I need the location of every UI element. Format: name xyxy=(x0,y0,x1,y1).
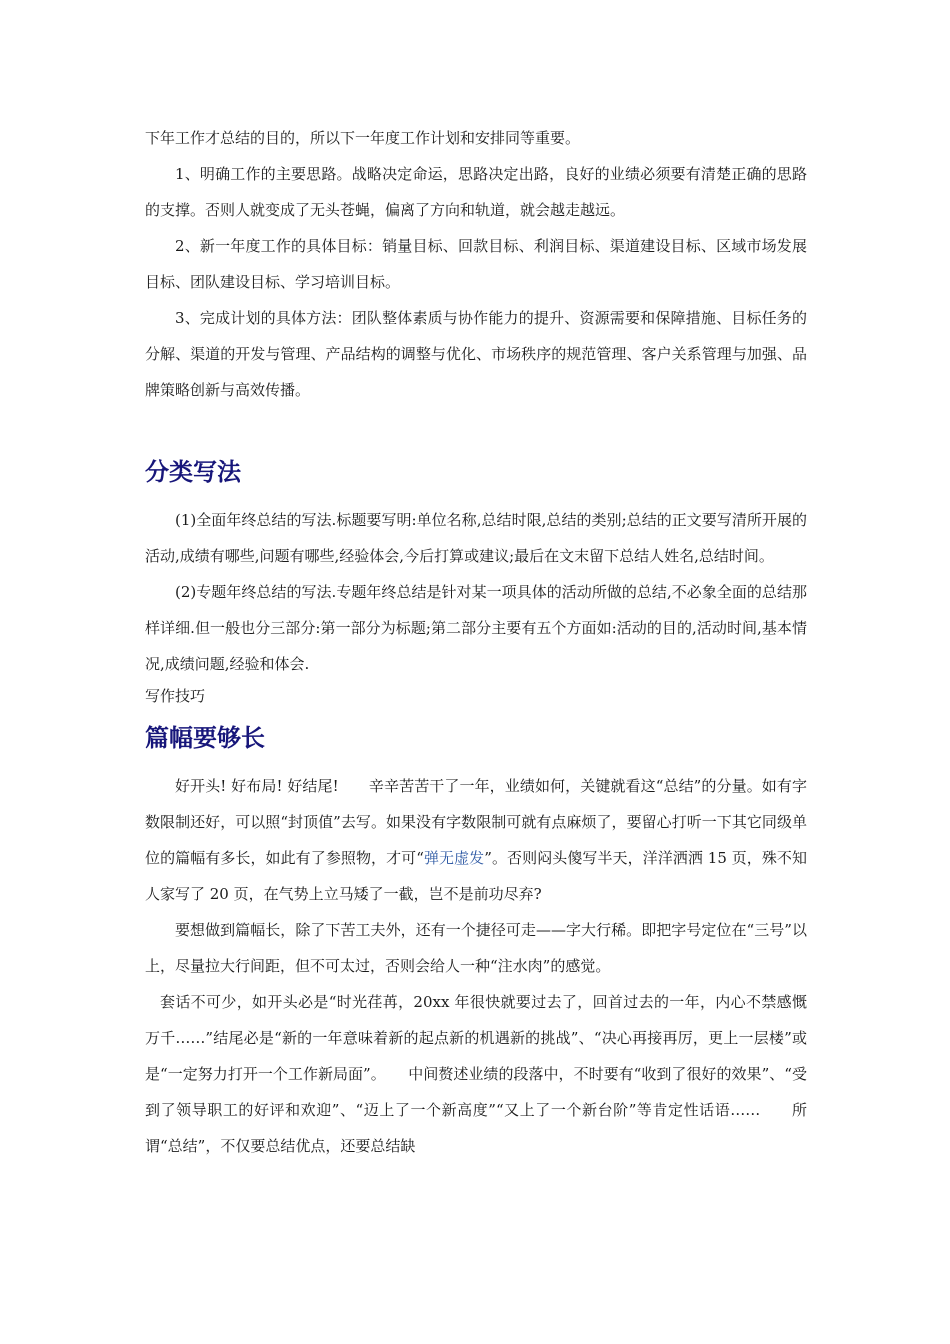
section-heading-length: 篇幅要够长 xyxy=(145,724,265,752)
text-segment: 好开头! 好布局! 好结尾! 辛辛苦苦干了一年，业绩如何，关键就看这“总结”的分量。如有字数限制还好，可以照“封顶值”去写。如果没有字数限制可就有点麻烦了，要留心打听一下其它同级单位的篇幅有多长，如此有了参照物，才可“ xyxy=(145,777,807,867)
document-body xyxy=(145,120,807,1164)
paragraph-item-2: 2、新一年度工作的具体目标：销量目标、回款目标、利润目标、渠道建设目标、区域市场发展目标、团队建设目标、学习培训目标。 xyxy=(145,237,807,291)
paragraph-intro: 下年工作才总结的目的，所以下一年度工作计划和安排同等重要。 xyxy=(145,129,581,147)
paragraph-length-2: 要想做到篇幅长，除了下苦工夫外，还有一个捷径可走——字大行稀。即把字号定位在“三号”以上，尽量拉大行间距，但不可太过，否则会给人一种“注水肉”的感觉。 xyxy=(145,921,807,975)
paragraph-length-3: 套话不可少，如开头必是“时光荏苒，20xx 年很快就要过去了，回首过去的一年，内心不禁感慨万千……”结尾必是“新的一年意味着新的起点新的机遇新的挑战”、“决心再接再厉，更上一层楼”或是“一定努力打开一个工作新局面”。 中间赘述业绩的段落中，不时要有“收到了很好的效果”、“受到了领导职工的好评和欢迎”、“迈上了一个新高度”“又上了一个新台阶”等肯定性话语…… 所谓“总结”，不仅要总结优点，还要总结缺 xyxy=(145,993,807,1155)
paragraph-special-summary: (2)专题年终总结的写法.专题年终总结是针对某一项具体的活动所做的总结,不必象全面的总结那样详细.但一般也分三部分:第一部分为标题;第二部分主要有五个方面如:活动的目的,活动时间,基本情况,成绩问题,经验和体会. xyxy=(145,583,807,673)
paragraph-writing-tips: 写作技巧 xyxy=(145,687,206,705)
text-segment: ”。否则闷头傻写半天，洋洋洒洒 15 页，殊不知人家写了 20 页，在气势上立马矮了一截，岂不是前功尽弃? xyxy=(145,849,807,903)
paragraph-length-1 xyxy=(145,768,807,912)
paragraph-item-3: 3、完成计划的具体方法：团队整体素质与协作能力的提升、资源需要和保障措施、目标任务的分解、渠道的开发与管理、产品结构的调整与优化、市场秩序的规范管理、客户关系管理与加强、品牌策略创新与高效传播。 xyxy=(145,309,807,399)
paragraph-full-summary: (1)全面年终总结的写法.标题要写明:单位名称,总结时限,总结的类别;总结的正文要写清所开展的活动,成绩有哪些,问题有哪些,经验体会,今后打算或建议;最后在文末留下总结人姓名,总结时间。 xyxy=(145,511,807,565)
paragraph-item-1: 1、明确工作的主要思路。战略决定命运，思路决定出路，良好的业绩必须要有清楚正确的思路的支撑。否则人就变成了无头苍蝇，偏离了方向和轨道，就会越走越远。 xyxy=(145,165,807,219)
section-heading-classification: 分类写法 xyxy=(145,458,241,486)
idiom-link[interactable]: 弹无虚发 xyxy=(423,849,485,867)
